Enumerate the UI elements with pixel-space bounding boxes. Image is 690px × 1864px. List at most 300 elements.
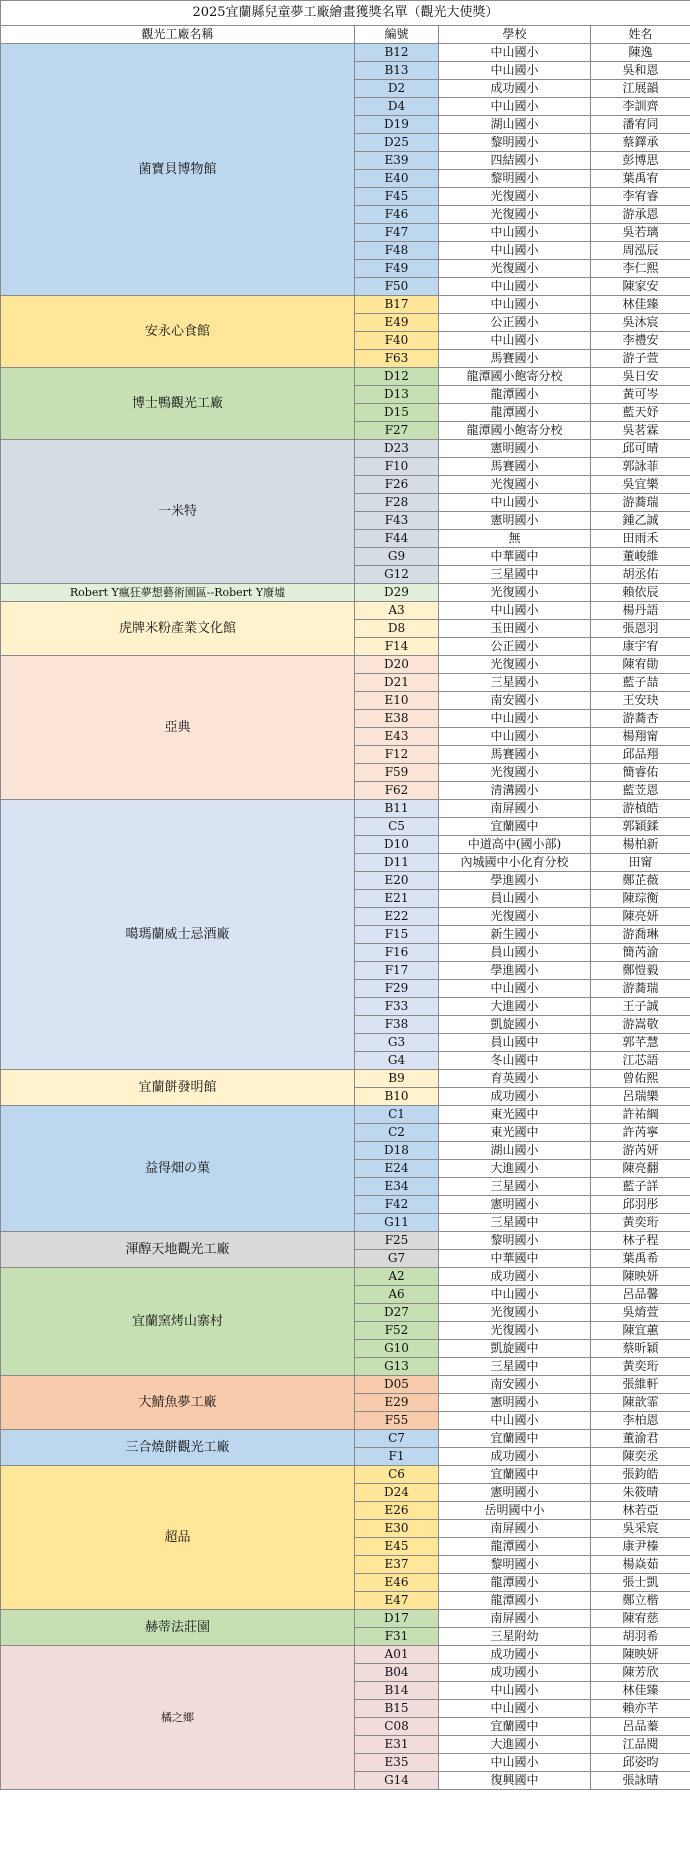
entry-code: A6: [355, 1286, 439, 1304]
entry-code: E46: [355, 1574, 439, 1592]
student-name: 張恩羽: [591, 620, 690, 638]
student-name: 陳映妍: [591, 1646, 690, 1664]
factory-name: 宜蘭餅發明館: [1, 1070, 355, 1106]
school-name: 龍潭國小: [439, 1538, 591, 1556]
school-name: 南屏國小: [439, 1610, 591, 1628]
student-name: 郭芊慧: [591, 1034, 690, 1052]
entry-code: D15: [355, 404, 439, 422]
entry-code: A2: [355, 1268, 439, 1286]
school-name: 中山國小: [439, 1412, 591, 1430]
school-name: 成功國小: [439, 1268, 591, 1286]
student-name: 陳宜蕙: [591, 1322, 690, 1340]
entry-code: D20: [355, 656, 439, 674]
factory-name: 菌寶貝博物館: [1, 44, 355, 296]
header-name: 姓名: [591, 26, 690, 44]
entry-code: G9: [355, 548, 439, 566]
student-name: 陳宥勛: [591, 656, 690, 674]
entry-code: F27: [355, 422, 439, 440]
table-row: [1, 656, 690, 674]
student-name: 葉禹希: [591, 1250, 690, 1268]
factory-name: 超品: [1, 1466, 355, 1610]
school-name: 光復國小: [439, 584, 591, 602]
entry-code: F29: [355, 980, 439, 998]
student-name: 林佳臻: [591, 296, 690, 314]
student-name: 鄭愷毅: [591, 962, 690, 980]
factory-name: Robert Y瘋狂夢想藝術園區--Robert Y廢墟: [1, 584, 355, 602]
school-name: 中道高中(國小部): [439, 836, 591, 854]
entry-code: B9: [355, 1070, 439, 1088]
student-name: 楊柏新: [591, 836, 690, 854]
school-name: 黎明國小: [439, 170, 591, 188]
factory-name: 三合燒餅觀光工廠: [1, 1430, 355, 1466]
student-name: 蔡鐸承: [591, 134, 690, 152]
school-name: 憲明國小: [439, 440, 591, 458]
student-name: 陳映妍: [591, 1268, 690, 1286]
entry-code: C5: [355, 818, 439, 836]
school-name: 中華國中: [439, 548, 591, 566]
school-name: 黎明國小: [439, 1556, 591, 1574]
school-name: 龍潭國小: [439, 1592, 591, 1610]
entry-code: G12: [355, 566, 439, 584]
entry-code: E38: [355, 710, 439, 728]
table-row: [1, 440, 690, 458]
school-name: 中山國小: [439, 1754, 591, 1772]
entry-code: F59: [355, 764, 439, 782]
student-name: 張詠晴: [591, 1772, 690, 1790]
student-name: 黃奕珩: [591, 1214, 690, 1232]
school-name: 湖山國小: [439, 116, 591, 134]
factory-name: 亞典: [1, 656, 355, 800]
school-name: 大進國小: [439, 1736, 591, 1754]
school-name: 大進國小: [439, 1160, 591, 1178]
student-name: 游嵩敬: [591, 1016, 690, 1034]
entry-code: G11: [355, 1214, 439, 1232]
student-name: 賴依辰: [591, 584, 690, 602]
entry-code: F55: [355, 1412, 439, 1430]
student-name: 江芯語: [591, 1052, 690, 1070]
entry-code: B15: [355, 1700, 439, 1718]
student-name: 陳琮衡: [591, 890, 690, 908]
school-name: 東光國中: [439, 1106, 591, 1124]
entry-code: D05: [355, 1376, 439, 1394]
entry-code: A01: [355, 1646, 439, 1664]
table-row: [1, 1232, 690, 1250]
table-row: [1, 1070, 690, 1088]
entry-code: F42: [355, 1196, 439, 1214]
entry-code: E37: [355, 1556, 439, 1574]
entry-code: B13: [355, 62, 439, 80]
student-name: 吳和恩: [591, 62, 690, 80]
school-name: 中山國小: [439, 332, 591, 350]
student-name: 胡羽希: [591, 1628, 690, 1646]
school-name: 南安國小: [439, 1376, 591, 1394]
table-row: [1, 1430, 690, 1448]
student-name: 王子誠: [591, 998, 690, 1016]
factory-name: 一米特: [1, 440, 355, 584]
school-name: 憲明國小: [439, 1484, 591, 1502]
student-name: 郭穎鍒: [591, 818, 690, 836]
entry-code: F62: [355, 782, 439, 800]
school-name: 光復國小: [439, 188, 591, 206]
entry-code: F33: [355, 998, 439, 1016]
school-name: 東光國中: [439, 1124, 591, 1142]
school-name: 成功國小: [439, 1646, 591, 1664]
school-name: 光復國小: [439, 206, 591, 224]
student-name: 李禮安: [591, 332, 690, 350]
entry-code: E30: [355, 1520, 439, 1538]
student-name: 張士凱: [591, 1574, 690, 1592]
entry-code: E22: [355, 908, 439, 926]
header-factory: 觀光工廠名稱: [1, 26, 355, 44]
entry-code: F17: [355, 962, 439, 980]
entry-code: D2: [355, 80, 439, 98]
table-row: [1, 1106, 690, 1124]
student-name: 鄭芷薇: [591, 872, 690, 890]
entry-code: F49: [355, 260, 439, 278]
school-name: 中山國小: [439, 728, 591, 746]
entry-code: B14: [355, 1682, 439, 1700]
table-row: [1, 602, 690, 620]
student-name: 葉禹宥: [591, 170, 690, 188]
student-name: 陳亮翻: [591, 1160, 690, 1178]
school-name: 中山國小: [439, 1286, 591, 1304]
entry-code: E24: [355, 1160, 439, 1178]
school-name: 黎明國小: [439, 134, 591, 152]
student-name: 陳亮妍: [591, 908, 690, 926]
school-name: 光復國小: [439, 476, 591, 494]
table-row: [1, 800, 690, 818]
entry-code: B04: [355, 1664, 439, 1682]
student-name: 陳歆霏: [591, 1394, 690, 1412]
school-name: 岳明國中小: [439, 1502, 591, 1520]
entry-code: G4: [355, 1052, 439, 1070]
school-name: 員山國中: [439, 1034, 591, 1052]
student-name: 張維軒: [591, 1376, 690, 1394]
entry-code: F46: [355, 206, 439, 224]
student-name: 胡丞佑: [591, 566, 690, 584]
entry-code: F52: [355, 1322, 439, 1340]
student-name: 陳宥慈: [591, 1610, 690, 1628]
student-name: 江品閱: [591, 1736, 690, 1754]
header-code: 編號: [355, 26, 439, 44]
student-name: 簡睿佑: [591, 764, 690, 782]
student-name: 吳宜樂: [591, 476, 690, 494]
entry-code: F25: [355, 1232, 439, 1250]
entry-code: D12: [355, 368, 439, 386]
entry-code: C7: [355, 1430, 439, 1448]
school-name: 清溝國小: [439, 782, 591, 800]
table-row: [1, 296, 690, 314]
entry-code: D29: [355, 584, 439, 602]
factory-name: 益得畑の菓: [1, 1106, 355, 1232]
student-name: 許祐綱: [591, 1106, 690, 1124]
student-name: 田甯: [591, 854, 690, 872]
entry-code: G7: [355, 1250, 439, 1268]
factory-name: 博士鴨觀光工廠: [1, 368, 355, 440]
student-name: 吳焴萱: [591, 1304, 690, 1322]
student-name: 吳日安: [591, 368, 690, 386]
school-name: 黎明國小: [439, 1232, 591, 1250]
school-name: 宜蘭國中: [439, 1718, 591, 1736]
student-name: 陳逸: [591, 44, 690, 62]
student-name: 朱筱晴: [591, 1484, 690, 1502]
student-name: 邱可晴: [591, 440, 690, 458]
entry-code: D27: [355, 1304, 439, 1322]
student-name: 張鈞皓: [591, 1466, 690, 1484]
entry-code: D13: [355, 386, 439, 404]
entry-code: E49: [355, 314, 439, 332]
school-name: 中山國小: [439, 980, 591, 998]
factory-name: 橘之鄉: [1, 1646, 355, 1790]
student-name: 王安玦: [591, 692, 690, 710]
student-name: 周泓辰: [591, 242, 690, 260]
entry-code: F10: [355, 458, 439, 476]
entry-code: E34: [355, 1178, 439, 1196]
school-name: 三星國中: [439, 1358, 591, 1376]
entry-code: D10: [355, 836, 439, 854]
entry-code: E29: [355, 1394, 439, 1412]
student-name: 李宥睿: [591, 188, 690, 206]
student-name: 藍子喆: [591, 674, 690, 692]
school-name: 內城國中小化育分校: [439, 854, 591, 872]
school-name: 凱旋國中: [439, 1340, 591, 1358]
entry-code: C6: [355, 1466, 439, 1484]
school-name: 員山國小: [439, 890, 591, 908]
entry-code: B12: [355, 44, 439, 62]
school-name: 中山國小: [439, 1682, 591, 1700]
school-name: 南安國小: [439, 692, 591, 710]
student-name: 吳若璃: [591, 224, 690, 242]
school-name: 龍潭國小飽寄分校: [439, 422, 591, 440]
student-name: 康宇宥: [591, 638, 690, 656]
entry-code: D25: [355, 134, 439, 152]
school-name: 學進國小: [439, 962, 591, 980]
student-name: 呂瑞樂: [591, 1088, 690, 1106]
school-name: 宜蘭國中: [439, 818, 591, 836]
student-name: 林若亞: [591, 1502, 690, 1520]
student-name: 李仁熙: [591, 260, 690, 278]
student-name: 曾佑熙: [591, 1070, 690, 1088]
school-name: 馬賽國小: [439, 746, 591, 764]
factory-name: 宜蘭窯烤山寨村: [1, 1268, 355, 1376]
school-name: 凱旋國小: [439, 1016, 591, 1034]
entry-code: D8: [355, 620, 439, 638]
school-name: 無: [439, 530, 591, 548]
student-name: 黃奕珩: [591, 1358, 690, 1376]
school-name: 南屏國小: [439, 800, 591, 818]
student-name: 游子萱: [591, 350, 690, 368]
entry-code: F38: [355, 1016, 439, 1034]
entry-code: F14: [355, 638, 439, 656]
student-name: 陳家安: [591, 278, 690, 296]
student-name: 楊焱茹: [591, 1556, 690, 1574]
entry-code: F44: [355, 530, 439, 548]
entry-code: A3: [355, 602, 439, 620]
table-header-row: [1, 26, 690, 44]
entry-code: B17: [355, 296, 439, 314]
school-name: 中山國小: [439, 242, 591, 260]
entry-code: F16: [355, 944, 439, 962]
student-name: 董峻維: [591, 548, 690, 566]
student-name: 藍苙恩: [591, 782, 690, 800]
table-row: [1, 1610, 690, 1628]
school-name: 新生國小: [439, 926, 591, 944]
school-name: 光復國小: [439, 1322, 591, 1340]
entry-code: C08: [355, 1718, 439, 1736]
school-name: 玉田國小: [439, 620, 591, 638]
entry-code: D24: [355, 1484, 439, 1502]
table-row: [1, 1268, 690, 1286]
entry-code: F63: [355, 350, 439, 368]
school-name: 中山國小: [439, 296, 591, 314]
table-row: [1, 368, 690, 386]
school-name: 四結國小: [439, 152, 591, 170]
school-name: 員山國小: [439, 944, 591, 962]
factory-name: 渾醇天地觀光工廠: [1, 1232, 355, 1268]
entry-code: D4: [355, 98, 439, 116]
factory-name: 噶瑪蘭威士忌酒廠: [1, 800, 355, 1070]
school-name: 中山國小: [439, 278, 591, 296]
student-name: 康尹榛: [591, 1538, 690, 1556]
entry-code: E45: [355, 1538, 439, 1556]
school-name: 憲明國小: [439, 1196, 591, 1214]
school-name: 光復國小: [439, 656, 591, 674]
student-name: 許芮寧: [591, 1124, 690, 1142]
school-name: 成功國小: [439, 80, 591, 98]
page-title: 2025宜蘭縣兒童夢工廠繪畫獲獎名單（觀光大使獎）: [1, 1, 690, 26]
student-name: 吳采宸: [591, 1520, 690, 1538]
school-name: 中山國小: [439, 224, 591, 242]
school-name: 南屏國小: [439, 1520, 591, 1538]
student-name: 邱姿昀: [591, 1754, 690, 1772]
factory-name: 安永心食館: [1, 296, 355, 368]
entry-code: B11: [355, 800, 439, 818]
entry-code: E43: [355, 728, 439, 746]
student-name: 陳芳欣: [591, 1664, 690, 1682]
entry-code: F26: [355, 476, 439, 494]
entry-code: F43: [355, 512, 439, 530]
entry-code: F1: [355, 1448, 439, 1466]
entry-code: E40: [355, 170, 439, 188]
student-name: 林子程: [591, 1232, 690, 1250]
entry-code: E35: [355, 1754, 439, 1772]
student-name: 彭博思: [591, 152, 690, 170]
student-name: 田雨禾: [591, 530, 690, 548]
school-name: 公正國小: [439, 638, 591, 656]
entry-code: F45: [355, 188, 439, 206]
school-name: 中山國小: [439, 44, 591, 62]
entry-code: D23: [355, 440, 439, 458]
entry-code: F31: [355, 1628, 439, 1646]
school-name: 三星國小: [439, 674, 591, 692]
entry-code: F12: [355, 746, 439, 764]
entry-code: E47: [355, 1592, 439, 1610]
student-name: 鄭立楷: [591, 1592, 690, 1610]
student-name: 游蕎瑞: [591, 980, 690, 998]
school-name: 三星國中: [439, 566, 591, 584]
school-name: 中山國小: [439, 710, 591, 728]
student-name: 董渝君: [591, 1430, 690, 1448]
entry-code: G14: [355, 1772, 439, 1790]
school-name: 馬賽國小: [439, 350, 591, 368]
entry-code: E10: [355, 692, 439, 710]
entry-code: G13: [355, 1358, 439, 1376]
school-name: 憲明國小: [439, 512, 591, 530]
table-row: [1, 44, 690, 62]
student-name: 陳奕丞: [591, 1448, 690, 1466]
school-name: 中山國小: [439, 1700, 591, 1718]
table-row: [1, 1376, 690, 1394]
school-name: 成功國小: [439, 1088, 591, 1106]
entry-code: F50: [355, 278, 439, 296]
factory-name: 大鯖魚夢工廠: [1, 1376, 355, 1430]
entry-code: F15: [355, 926, 439, 944]
entry-code: D21: [355, 674, 439, 692]
school-name: 公正國小: [439, 314, 591, 332]
student-name: 邱品翔: [591, 746, 690, 764]
student-name: 鍾乙誠: [591, 512, 690, 530]
school-name: 學進國小: [439, 872, 591, 890]
school-name: 光復國小: [439, 908, 591, 926]
school-name: 馬賽國小: [439, 458, 591, 476]
entry-code: G10: [355, 1340, 439, 1358]
school-name: 成功國小: [439, 1664, 591, 1682]
student-name: 賴亦芊: [591, 1700, 690, 1718]
student-name: 李訓齊: [591, 98, 690, 116]
entry-code: C2: [355, 1124, 439, 1142]
student-name: 吳茗霖: [591, 422, 690, 440]
school-name: 中山國小: [439, 62, 591, 80]
student-name: 楊丹語: [591, 602, 690, 620]
school-name: 光復國小: [439, 260, 591, 278]
school-name: 中山國小: [439, 494, 591, 512]
student-name: 藍子詳: [591, 1178, 690, 1196]
student-name: 郭詠菲: [591, 458, 690, 476]
student-name: 游承恩: [591, 206, 690, 224]
school-name: 中山國小: [439, 98, 591, 116]
factory-name: 虎牌米粉產業文化館: [1, 602, 355, 656]
entry-code: D11: [355, 854, 439, 872]
school-name: 復興國中: [439, 1772, 591, 1790]
entry-code: D18: [355, 1142, 439, 1160]
student-name: 游芮妍: [591, 1142, 690, 1160]
entry-code: E26: [355, 1502, 439, 1520]
school-name: 三星國小: [439, 1178, 591, 1196]
school-name: 中山國小: [439, 602, 591, 620]
entry-code: F28: [355, 494, 439, 512]
factory-name: 赫蒂法莊園: [1, 1610, 355, 1646]
school-name: 宜蘭國中: [439, 1430, 591, 1448]
table-row: [1, 1646, 690, 1664]
school-name: 龍潭國小: [439, 386, 591, 404]
school-name: 成功國小: [439, 1448, 591, 1466]
school-name: 三星附幼: [439, 1628, 591, 1646]
school-name: 三星國中: [439, 1214, 591, 1232]
entry-code: F47: [355, 224, 439, 242]
school-name: 龍潭國小: [439, 1574, 591, 1592]
entry-code: E20: [355, 872, 439, 890]
entry-code: B10: [355, 1088, 439, 1106]
school-name: 憲明國小: [439, 1394, 591, 1412]
student-name: 吳沐宸: [591, 314, 690, 332]
student-name: 游楨皓: [591, 800, 690, 818]
table-row: [1, 1466, 690, 1484]
entry-code: F48: [355, 242, 439, 260]
student-name: 潘宥同: [591, 116, 690, 134]
school-name: 大進國小: [439, 998, 591, 1016]
student-name: 藍天妤: [591, 404, 690, 422]
student-name: 李柏恩: [591, 1412, 690, 1430]
